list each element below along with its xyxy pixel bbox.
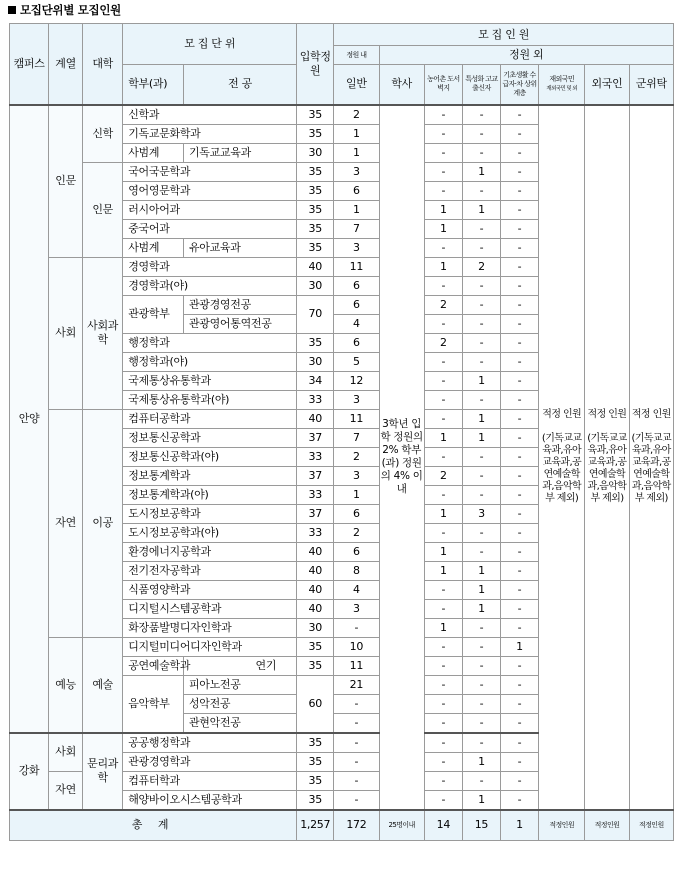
general-cell: 6 — [334, 542, 379, 561]
voc-cell: 1 — [462, 371, 500, 390]
general-cell: - — [334, 694, 379, 713]
dept-cell: 사범계 — [123, 238, 184, 257]
vocational-header: 특성화 고교 출신자 — [462, 65, 500, 105]
basic-cell: - — [500, 428, 538, 447]
dept-cell: 환경에너지공학과 — [123, 542, 297, 561]
voc-cell: - — [462, 694, 500, 713]
dept-cell: 국제통상유통학과(야) — [123, 390, 297, 409]
basic-cell: - — [500, 790, 538, 810]
bachelor-header: 학사 — [379, 65, 424, 105]
in-quota-header: 정원 내 — [334, 46, 379, 65]
voc-cell: - — [462, 238, 500, 257]
voc-cell: - — [462, 637, 500, 656]
basic-cell: - — [500, 333, 538, 352]
major-cell: 기독교교육과 — [183, 143, 296, 162]
quota-cell: 40 — [297, 580, 334, 599]
unit-header: 모 집 단 위 — [123, 24, 297, 65]
foreign-adequate: 적정 인원 — [587, 409, 627, 420]
overseas-note: (기독교교육과,유아교육과,공연예술학과,음악학부 제외) — [541, 433, 582, 504]
dept-cell: 정보통계학과 — [123, 466, 297, 485]
total-foreign: 적정인원 — [585, 810, 629, 841]
general-cell: 11 — [334, 656, 379, 675]
voc-cell: 1 — [462, 580, 500, 599]
foreign-header: 외국인 — [585, 65, 629, 105]
farm-cell: - — [424, 409, 462, 428]
farm-cell: 1 — [424, 428, 462, 447]
dept-cell: 화장품발명디자인학과 — [123, 618, 297, 637]
farm-cell: - — [424, 523, 462, 542]
voc-cell: 1 — [462, 409, 500, 428]
general-cell: 2 — [334, 523, 379, 542]
basic-cell: - — [500, 181, 538, 200]
dept-cell: 식품영양학과 — [123, 580, 297, 599]
farm-cell: - — [424, 656, 462, 675]
basic-cell: - — [500, 219, 538, 238]
military-merged-cell — [629, 105, 673, 810]
general-cell: - — [334, 733, 379, 753]
dept-cell: 국어국문학과 — [123, 162, 297, 181]
basic-header: 기초생활 수급자·차 상위계층 — [500, 65, 538, 105]
campus-cell: 안양 — [10, 105, 49, 733]
dept-cell: 전기전자공학과 — [123, 561, 297, 580]
voc-cell: 1 — [462, 752, 500, 771]
basic-cell: - — [500, 314, 538, 333]
farm-cell: 1 — [424, 618, 462, 637]
general-cell: 6 — [334, 181, 379, 200]
quota-cell: 35 — [297, 637, 334, 656]
general-cell: 6 — [334, 504, 379, 523]
basic-cell: - — [500, 390, 538, 409]
farm-cell: - — [424, 314, 462, 333]
voc-cell: - — [462, 105, 500, 125]
farm-cell: - — [424, 675, 462, 694]
dept-cell: 해양바이오시스템공학과 — [123, 790, 297, 810]
quota-cell: 33 — [297, 485, 334, 504]
general-cell: 12 — [334, 371, 379, 390]
voc-cell: 1 — [462, 561, 500, 580]
farm-cell: - — [424, 485, 462, 504]
basic-cell: - — [500, 238, 538, 257]
dept-cell: 공연예술학과 — [123, 656, 184, 675]
field-cell: 예능 — [49, 637, 83, 733]
voc-cell: 1 — [462, 162, 500, 181]
quota-cell: 35 — [297, 771, 334, 790]
voc-cell: 1 — [462, 599, 500, 618]
basic-cell: - — [500, 105, 538, 125]
quota-cell: 70 — [297, 295, 334, 333]
voc-cell: - — [462, 618, 500, 637]
total-label: 총 계 — [10, 810, 297, 841]
major-cell: 관광영어통역전공 — [183, 314, 296, 333]
general-cell: 4 — [334, 580, 379, 599]
basic-cell: - — [500, 771, 538, 790]
college-cell: 사회과학 — [83, 257, 123, 409]
quota-cell: 35 — [297, 752, 334, 771]
voc-cell: - — [462, 675, 500, 694]
voc-cell: - — [462, 143, 500, 162]
farm-cell: - — [424, 771, 462, 790]
farm-cell: - — [424, 124, 462, 143]
dept-cell: 정보통계학과(야) — [123, 485, 297, 504]
quota-cell: 34 — [297, 371, 334, 390]
quota-cell: 35 — [297, 181, 334, 200]
farm-cell: - — [424, 276, 462, 295]
voc-cell: 1 — [462, 790, 500, 810]
dept-cell: 공공행정학과 — [123, 733, 297, 753]
farm-cell: - — [424, 790, 462, 810]
farm-cell: 1 — [424, 504, 462, 523]
farm-cell: - — [424, 390, 462, 409]
general-cell: - — [334, 790, 379, 810]
dept-cell: 관광경영학과 — [123, 752, 297, 771]
general-cell: 6 — [334, 276, 379, 295]
quota-cell: 35 — [297, 105, 334, 125]
basic-cell: - — [500, 656, 538, 675]
general-cell: - — [334, 713, 379, 733]
overseas-header — [539, 65, 585, 105]
campus-cell: 강화 — [10, 733, 49, 810]
field-cell: 사회 — [49, 257, 83, 409]
voc-cell: - — [462, 542, 500, 561]
quota-cell: 35 — [297, 124, 334, 143]
basic-cell: - — [500, 561, 538, 580]
voc-cell: - — [462, 124, 500, 143]
farm-cell: 1 — [424, 257, 462, 276]
major-header: 전 공 — [183, 65, 296, 105]
voc-cell: - — [462, 314, 500, 333]
college-cell: 이공 — [83, 409, 123, 637]
basic-cell: - — [500, 752, 538, 771]
farm-cell: 1 — [424, 200, 462, 219]
farm-cell: - — [424, 143, 462, 162]
general-cell: 7 — [334, 428, 379, 447]
page-title-text: 모집단위별 모집인원 — [20, 3, 121, 17]
quota-header: 입학정원 — [297, 24, 334, 105]
basic-cell: - — [500, 295, 538, 314]
dept-cell: 중국어과 — [123, 219, 297, 238]
general-cell: 6 — [334, 295, 379, 314]
basic-cell: - — [500, 675, 538, 694]
quota-cell: 35 — [297, 733, 334, 753]
farm-cell: 1 — [424, 219, 462, 238]
voc-cell: - — [462, 295, 500, 314]
quota-cell: 37 — [297, 504, 334, 523]
quota-cell: 37 — [297, 428, 334, 447]
general-cell: 5 — [334, 352, 379, 371]
dept-cell: 도시정보공학과(야) — [123, 523, 297, 542]
quota-cell: 37 — [297, 466, 334, 485]
farm-cell: - — [424, 162, 462, 181]
dept-header: 학부(과) — [123, 65, 184, 105]
voc-cell: - — [462, 771, 500, 790]
quota-cell: 60 — [297, 675, 334, 733]
voc-cell: - — [462, 713, 500, 733]
voc-cell: 2 — [462, 257, 500, 276]
farm-cell: - — [424, 181, 462, 200]
quota-cell: 33 — [297, 523, 334, 542]
quota-cell: 35 — [297, 790, 334, 810]
general-cell: 3 — [334, 162, 379, 181]
voc-cell: - — [462, 447, 500, 466]
recruitment-table — [9, 23, 674, 841]
voc-cell: 1 — [462, 428, 500, 447]
basic-cell: - — [500, 352, 538, 371]
square-bullet-icon — [8, 6, 16, 14]
military-header: 군위탁 — [629, 65, 673, 105]
quota-cell: 40 — [297, 409, 334, 428]
general-cell: 3 — [334, 238, 379, 257]
voc-cell: - — [462, 390, 500, 409]
quota-cell: 40 — [297, 561, 334, 580]
general-cell: 8 — [334, 561, 379, 580]
farm-cell: 2 — [424, 466, 462, 485]
farm-cell: - — [424, 580, 462, 599]
college-cell: 인문 — [83, 162, 123, 257]
general-cell: 10 — [334, 637, 379, 656]
major-cell: 피아노전공 — [183, 675, 296, 694]
college-cell: 신학 — [83, 105, 123, 163]
total-quota: 1,257 — [297, 810, 334, 841]
general-cell: 3 — [334, 466, 379, 485]
dept-cell: 컴퓨터공학과 — [123, 409, 297, 428]
quota-cell: 35 — [297, 200, 334, 219]
quota-cell: 33 — [297, 390, 334, 409]
general-cell: 1 — [334, 485, 379, 504]
general-cell: 11 — [334, 409, 379, 428]
basic-cell: - — [500, 694, 538, 713]
quota-cell: 35 — [297, 333, 334, 352]
farm-cell: - — [424, 352, 462, 371]
basic-cell: - — [500, 485, 538, 504]
farm-cell: - — [424, 713, 462, 733]
quota-cell: 35 — [297, 219, 334, 238]
basic-cell: - — [500, 276, 538, 295]
farm-cell: - — [424, 447, 462, 466]
quota-cell: 40 — [297, 257, 334, 276]
farm-cell: - — [424, 733, 462, 753]
farm-cell: 2 — [424, 295, 462, 314]
dept-cell: 정보통신공학과 — [123, 428, 297, 447]
quota-cell: 30 — [297, 618, 334, 637]
farm-cell: - — [424, 599, 462, 618]
farm-header: 농어촌 도서벽지 — [424, 65, 462, 105]
quota-cell: 33 — [297, 447, 334, 466]
general-cell: 1 — [334, 124, 379, 143]
general-cell: 7 — [334, 219, 379, 238]
dept-cell: 경영학과(야) — [123, 276, 297, 295]
farm-cell: - — [424, 637, 462, 656]
military-adequate: 적정 인원 — [631, 409, 671, 420]
bachelor-merged-cell: 3학년 입학 정원의 2% 학부 (과) 정원의 4% 이내 — [379, 105, 424, 810]
total-row — [10, 810, 674, 841]
quota-cell: 40 — [297, 542, 334, 561]
basic-cell: - — [500, 580, 538, 599]
basic-cell: - — [500, 257, 538, 276]
basic-cell: - — [500, 409, 538, 428]
basic-cell: - — [500, 371, 538, 390]
quota-cell: 35 — [297, 162, 334, 181]
basic-cell: - — [500, 504, 538, 523]
total-bachelor: 25명이내 — [379, 810, 424, 841]
campus-header: 캠퍼스 — [10, 24, 49, 105]
field-cell: 자연 — [49, 771, 83, 810]
dept-cell: 디지털시스템공학과 — [123, 599, 297, 618]
major-cell: 성악전공 — [183, 694, 296, 713]
general-cell: 2 — [334, 105, 379, 125]
general-cell: - — [334, 771, 379, 790]
dept-cell: 관광학부 — [123, 295, 184, 333]
major-cell: 관현악전공 — [183, 713, 296, 733]
voc-cell: 1 — [462, 200, 500, 219]
dept-cell: 음악학부 — [123, 675, 184, 733]
farm-cell: - — [424, 371, 462, 390]
field-header: 계열 — [49, 24, 83, 105]
farm-cell: - — [424, 105, 462, 125]
dept-cell: 사범계 — [123, 143, 184, 162]
military-note: (기독교교육과,유아교육과,공연예술학과,음악학부 제외) — [631, 433, 672, 504]
total-general: 172 — [334, 810, 379, 841]
total-basic: 1 — [500, 810, 538, 841]
voc-cell: 3 — [462, 504, 500, 523]
general-cell: - — [334, 618, 379, 637]
basic-cell: - — [500, 162, 538, 181]
quota-cell: 30 — [297, 352, 334, 371]
quota-cell: 30 — [297, 143, 334, 162]
major-cell: 연기 — [183, 656, 296, 675]
major-cell: 유아교육과 — [183, 238, 296, 257]
basic-cell: - — [500, 466, 538, 485]
basic-cell: - — [500, 542, 538, 561]
farm-cell: 1 — [424, 561, 462, 580]
field-cell: 사회 — [49, 733, 83, 772]
field-cell: 인문 — [49, 105, 83, 258]
total-voc: 15 — [462, 810, 500, 841]
overseas-label: 재외국민 — [549, 74, 575, 83]
basic-cell: - — [500, 713, 538, 733]
voc-cell: - — [462, 181, 500, 200]
farm-cell: - — [424, 694, 462, 713]
general-cell: 1 — [334, 200, 379, 219]
voc-cell: - — [462, 523, 500, 542]
field-cell: 자연 — [49, 409, 83, 637]
college-header: 대학 — [83, 24, 123, 105]
dept-cell: 국제통상유통학과 — [123, 371, 297, 390]
dept-cell: 영어영문학과 — [123, 181, 297, 200]
dept-cell: 신학과 — [123, 105, 297, 125]
foreign-note: (기독교교육과,유아교육과,공연예술학과,음악학부 제외) — [587, 433, 627, 504]
dept-cell: 디지털미디어디자인학과 — [123, 637, 297, 656]
quota-cell: 40 — [297, 599, 334, 618]
general-cell: 6 — [334, 333, 379, 352]
foreign-merged-cell — [585, 105, 629, 810]
general-cell: 11 — [334, 257, 379, 276]
basic-cell: - — [500, 599, 538, 618]
voc-cell: - — [462, 485, 500, 504]
dept-cell: 기독교문화학과 — [123, 124, 297, 143]
college-cell: 예술 — [83, 637, 123, 733]
dept-cell: 경영학과 — [123, 257, 297, 276]
voc-cell: - — [462, 219, 500, 238]
major-cell: 관광경영전공 — [183, 295, 296, 314]
quota-cell: 30 — [297, 276, 334, 295]
voc-cell: - — [462, 352, 500, 371]
voc-cell: - — [462, 333, 500, 352]
overseas-adequate: 적정 인원 — [542, 409, 582, 420]
total-overseas: 적정인원 — [539, 810, 585, 841]
general-cell: 3 — [334, 390, 379, 409]
basic-cell: - — [500, 447, 538, 466]
dept-cell: 행정학과(야) — [123, 352, 297, 371]
basic-cell: - — [500, 523, 538, 542]
quota-cell: 35 — [297, 238, 334, 257]
general-cell: 3 — [334, 599, 379, 618]
voc-cell: - — [462, 276, 500, 295]
basic-cell: - — [500, 143, 538, 162]
general-header: 일반 — [334, 65, 379, 105]
basic-cell: 1 — [500, 637, 538, 656]
basic-cell: - — [500, 618, 538, 637]
college-cell: 문리과학 — [83, 733, 123, 810]
general-cell: 2 — [334, 447, 379, 466]
general-cell: 4 — [334, 314, 379, 333]
total-farm: 14 — [424, 810, 462, 841]
basic-cell: - — [500, 200, 538, 219]
farm-cell: - — [424, 238, 462, 257]
dept-cell: 러시아어과 — [123, 200, 297, 219]
basic-cell: - — [500, 733, 538, 753]
general-cell: 1 — [334, 143, 379, 162]
dept-cell: 정보통신공학과(야) — [123, 447, 297, 466]
general-cell: 21 — [334, 675, 379, 694]
voc-cell: - — [462, 733, 500, 753]
total-military: 적정인원 — [629, 810, 673, 841]
recruit-header: 모 집 인 원 — [334, 24, 674, 46]
general-cell: - — [334, 752, 379, 771]
page-title — [8, 2, 121, 18]
dept-cell: 도시정보공학과 — [123, 504, 297, 523]
farm-cell: - — [424, 752, 462, 771]
overseas-sub-label: 재외국민 및 외 — [546, 85, 577, 92]
farm-cell: 1 — [424, 542, 462, 561]
voc-cell: - — [462, 656, 500, 675]
overseas-merged-cell — [539, 105, 585, 810]
voc-cell: - — [462, 466, 500, 485]
dept-cell: 행정학과 — [123, 333, 297, 352]
out-quota-header: 정원 외 — [379, 46, 673, 65]
basic-cell: - — [500, 124, 538, 143]
farm-cell: 2 — [424, 333, 462, 352]
quota-cell: 35 — [297, 656, 334, 675]
dept-cell: 컴퓨터학과 — [123, 771, 297, 790]
